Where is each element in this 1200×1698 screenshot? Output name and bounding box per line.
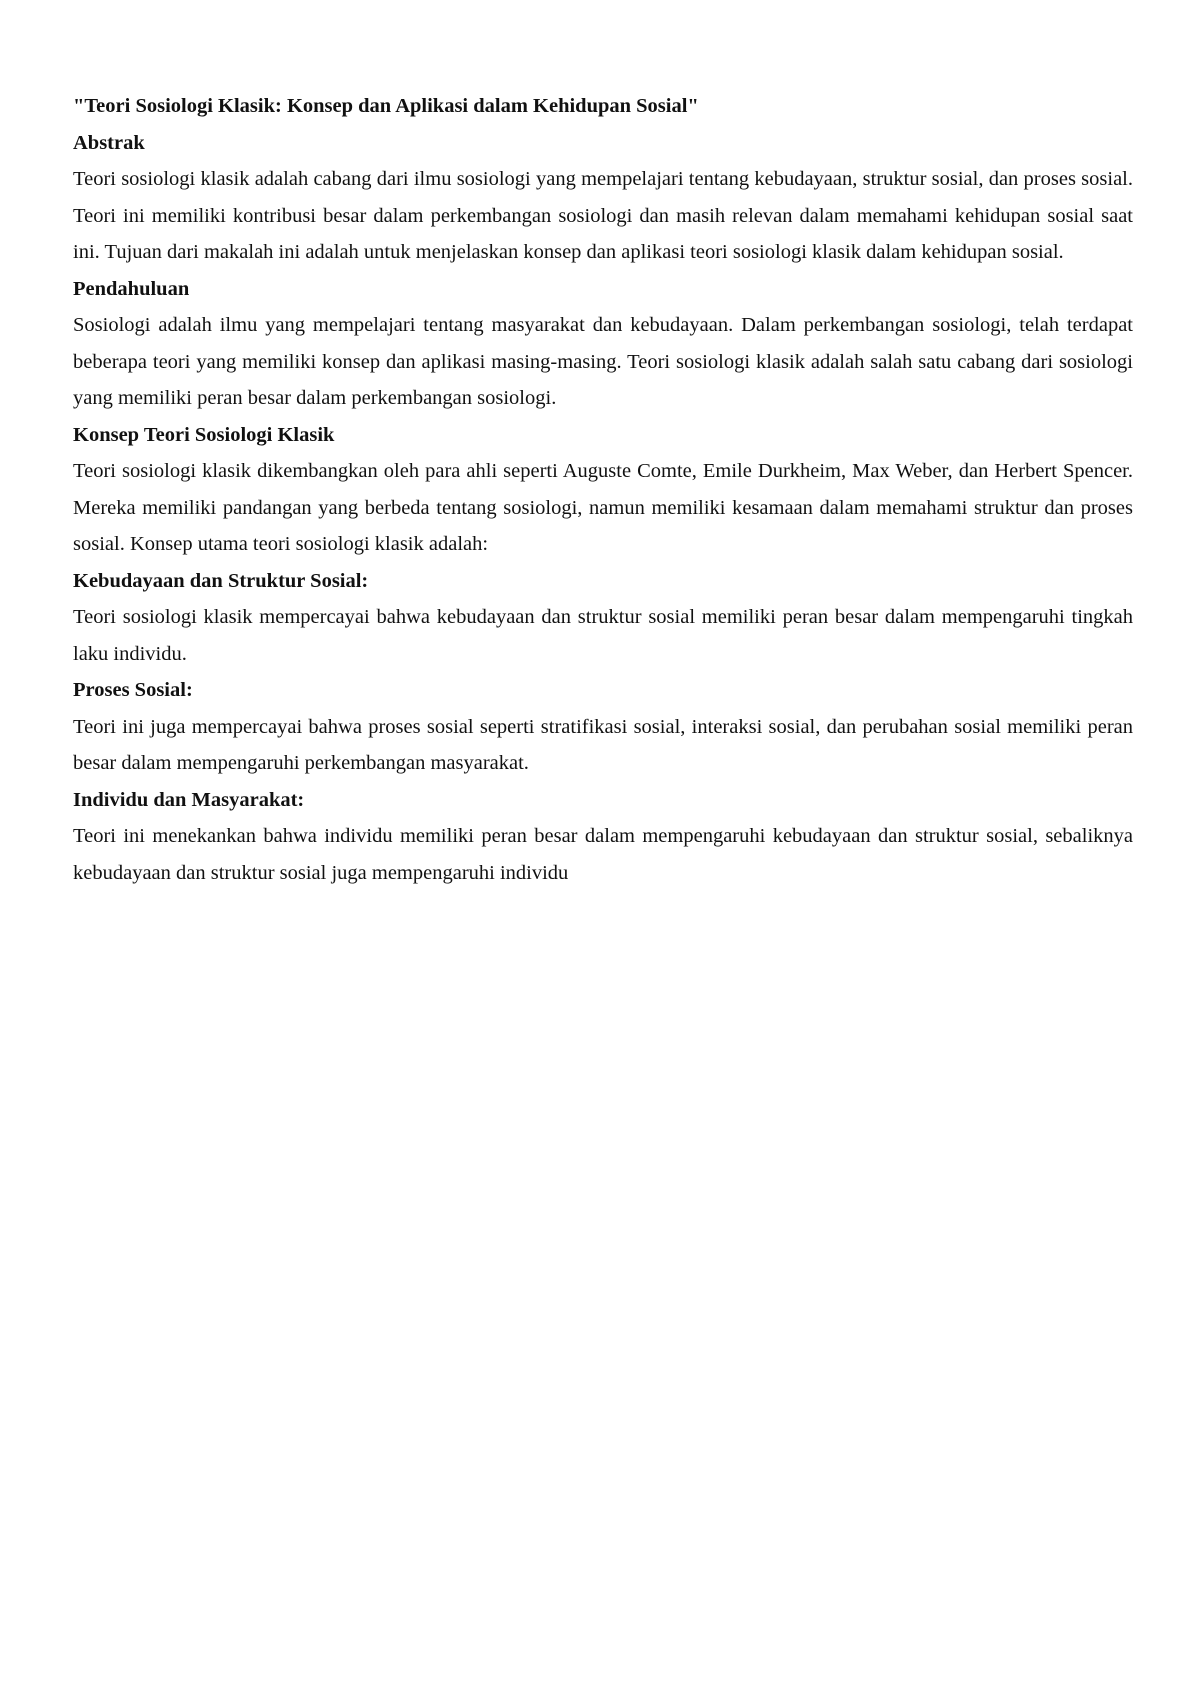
section-heading-individu: Individu dan Masyarakat: <box>73 788 305 811</box>
section-body-individu: Teori ini menekankan bahwa individu memiliki peran besar dalam mempengaruhi kebudayaan dan struktur sosial, sebaliknya kebudayaan dan struktur sosial juga mempengaruhi individu <box>73 825 1133 884</box>
section-heading-abstrak: Abstrak <box>73 131 145 154</box>
section-body-proses-sosial: Teori ini juga mempercayai bahwa proses sosial seperti stratifikasi sosial, interaksi sosial, dan perubahan sosial memiliki peran besar dalam mempengaruhi perkembangan masyarakat. <box>73 715 1133 774</box>
section-heading-proses-sosial: Proses Sosial: <box>73 679 193 701</box>
section-heading-pendahuluan: Pendahuluan <box>73 277 190 300</box>
section-heading-kebudayaan: Kebudayaan dan Struktur Sosial: <box>73 569 369 592</box>
section-heading-konsep: Konsep Teori Sosiologi Klasik <box>73 423 335 446</box>
section-body-pendahuluan: Sosiologi adalah ilmu yang mempelajari tentang masyarakat dan kebudayaan. Dalam perkembangan sosiologi, telah terdapat beberapa teori yang memiliki konsep dan aplikasi masing-masing. Teori sosiologi klasik adalah salah satu cabang dari sosiologi yang memiliki peran besar dalam perkembangan sosiologi. <box>73 314 1133 409</box>
section-body-konsep: Teori sosiologi klasik dikembangkan oleh para ahli seperti Auguste Comte, Emile Durkheim, Max Weber, dan Herbert Spencer. Mereka memiliki pandangan yang berbeda tentang sosiologi, namun memiliki kesamaan dalam memahami struktur dan proses sosial. Konsep utama teori sosiologi klasik adalah: <box>73 460 1133 555</box>
document-title: "Teori Sosiologi Klasik: Konsep dan Aplikasi dalam Kehidupan Sosial" <box>73 95 699 117</box>
section-body-abstrak: Teori sosiologi klasik adalah cabang dari ilmu sosiologi yang mempelajari tentang kebudayaan, struktur sosial, dan proses sosial. Teori ini memiliki kontribusi besar dalam perkembangan sosiologi dan masih relevan dalam memahami kehidupan sosial saat ini. Tujuan dari makalah ini adalah untuk menjelaskan konsep dan aplikasi teori sosiologi klasik dalam kehidupan sosial. <box>73 168 1133 263</box>
section-body-kebudayaan: Teori sosiologi klasik mempercayai bahwa kebudayaan dan struktur sosial memiliki peran besar dalam mempengaruhi tingkah laku individu. <box>73 606 1133 665</box>
document-content <box>73 88 1133 891</box>
